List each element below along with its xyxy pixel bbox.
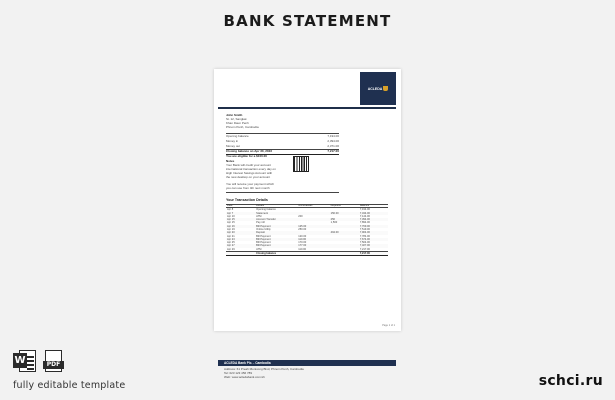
logo-shield-icon [383, 86, 388, 91]
notes-line: the new desktop on your account [226, 175, 271, 179]
empty-cell [297, 252, 329, 256]
table-cell: Apr 15 [226, 218, 255, 221]
column-header: Withdrawals [297, 204, 329, 208]
table-cell: 7,344.00 [359, 212, 388, 215]
notes-line: Your Bank will credit your account [226, 163, 271, 167]
word-file-icon [13, 349, 37, 373]
column-header: Balance [359, 204, 388, 208]
table-cell: 120.00 [298, 234, 307, 238]
table-cell: Apr 29 [227, 247, 235, 251]
notes-line: High Interest Savings Account with [226, 171, 273, 175]
table-cell: ATM [256, 214, 262, 218]
logo-text: ACLEDA [367, 86, 383, 91]
table-cell: 7,904.00 [359, 231, 388, 234]
summary-value: 7,194.00 [327, 134, 339, 138]
table-cell: 7,394.00 [359, 218, 388, 221]
summary-value: 2,394.00 [327, 139, 339, 143]
pdf-badge-text: PDF [43, 361, 64, 369]
table-cell: 7,194.00 [359, 208, 370, 212]
notes-title: Notes [226, 159, 235, 163]
table-cell: 494.00 [330, 231, 359, 234]
table-cell: Apr 27 [226, 244, 255, 247]
table-cell: Apr 21 [227, 234, 235, 238]
header-divider [218, 107, 396, 109]
table-cell: 7,674.00 [359, 238, 388, 241]
summary-value: 2,371.00 [327, 144, 339, 148]
table-cell: 7,784.00 [359, 234, 370, 238]
qr-code [294, 157, 308, 171]
customer-name: John Smith [226, 113, 243, 117]
table-cell: Apr 15 [227, 221, 235, 225]
summary-label: Opening balance [226, 134, 249, 138]
table-cell: ATM [256, 247, 262, 251]
template-caption: fully editable template [13, 380, 126, 391]
column-header: Details [255, 204, 297, 208]
table-cell: Apr 23 [226, 238, 255, 241]
table-cell: 250 [330, 218, 359, 221]
table-cell: Apr 7 [226, 212, 255, 215]
table-cell: Bill Payment [255, 225, 297, 228]
bank-statement-document [214, 69, 401, 379]
summary-row [226, 144, 339, 148]
table-cell: Account Transfer [255, 218, 297, 221]
closing-cell: 7,217.00 [359, 252, 388, 256]
customer-address-line: Khan Daun Penh [226, 121, 249, 125]
table-cell: Bill Payment [256, 234, 271, 238]
table-cell: Apr 19 [227, 227, 235, 231]
table-cell: Bill Payment [255, 238, 297, 241]
table-cell: 170.00 [298, 241, 307, 245]
closing-summary-value: 7,217.00 [327, 149, 339, 153]
column-header: Date [226, 204, 255, 208]
closing-summary-label: Closing balance on Apr 30, 2023 [226, 149, 272, 153]
table-cell: Deposit [255, 231, 297, 234]
table-cell: Statement [255, 212, 297, 215]
table-cell: 7,519.00 [359, 227, 370, 231]
table-cell: 110.00 [297, 238, 329, 241]
transactions-title: Your Transaction Details [226, 198, 268, 202]
summary-label: Money in [226, 139, 239, 143]
footer-tel: Tel: 023 123 456 789 [224, 371, 253, 375]
footer-title: ACLEDA Bank Plc. - Cambodia [224, 361, 271, 365]
notes-line: you can use from 4th next month [226, 186, 270, 190]
table-cell: Apr 20 [226, 231, 255, 234]
notes-line: You will receive your payment which [226, 182, 275, 186]
table-cell: 7,327.00 [359, 244, 388, 247]
table-cell: Bill Payment [255, 244, 297, 247]
pdf-file-icon [43, 349, 65, 373]
file-format-icons [13, 349, 65, 373]
bank-logo [360, 72, 396, 105]
page-number: Page 1 of 1 [382, 324, 395, 327]
eligibility-text: You are eligible for a $100.00 [226, 154, 267, 158]
table-cell: 200 [298, 214, 303, 218]
customer-address-line: Phnom Penh, Cambodia [226, 125, 259, 129]
table-cell: Apr 10 [227, 214, 235, 218]
word-badge-text: W [14, 355, 26, 366]
closing-summary-row [226, 149, 339, 153]
footer-web: Web: www.acledabank.com.kh [224, 375, 265, 379]
summary-row [226, 134, 339, 138]
table-cell: 1,500 [330, 221, 338, 225]
notes-rule [226, 192, 339, 193]
table-cell: 125.00 [297, 225, 329, 228]
empty-cell [226, 252, 255, 256]
table-cell: 7,894.00 [359, 221, 370, 225]
notes-line: international transaction every day on [226, 167, 276, 171]
customer-address-line: St. 12, Sangkat [226, 117, 247, 121]
page-title: BANK STATEMENT [223, 12, 392, 30]
table-cell: 177.00 [297, 244, 329, 247]
table-cell: 7,144.00 [359, 214, 370, 218]
summary-row [226, 139, 339, 143]
table-cell: 7,769.00 [359, 225, 388, 228]
table-cell: 110.00 [298, 247, 307, 251]
table-cell: 7,217.00 [359, 247, 370, 251]
table-cell: Bill Payment [256, 241, 271, 245]
table-cell: Apr 16 [226, 225, 255, 228]
table-cell: Pay roll [256, 221, 265, 225]
table-cell: 250.00 [298, 227, 307, 231]
brand-watermark: schci.ru [538, 373, 603, 389]
table-cell: 150.00 [330, 212, 359, 215]
table-cell: Opening balance [256, 208, 276, 212]
closing-cell: Closing balance [255, 252, 297, 256]
table-cell: Apr 8 [227, 208, 234, 212]
table-cell: 7,504.00 [359, 241, 370, 245]
table-cell: Apr 25 [227, 241, 235, 245]
column-header: Deposits [330, 204, 359, 208]
closing-balance-row [226, 252, 388, 256]
footer-address: Address: 61 Preah Monivong Blvd, Phnom Penh, Cambodia [224, 367, 304, 371]
empty-cell [330, 252, 359, 256]
table-cell: Online Utility [256, 227, 271, 231]
transactions-table [226, 204, 388, 256]
summary-label: Money out [226, 144, 241, 148]
